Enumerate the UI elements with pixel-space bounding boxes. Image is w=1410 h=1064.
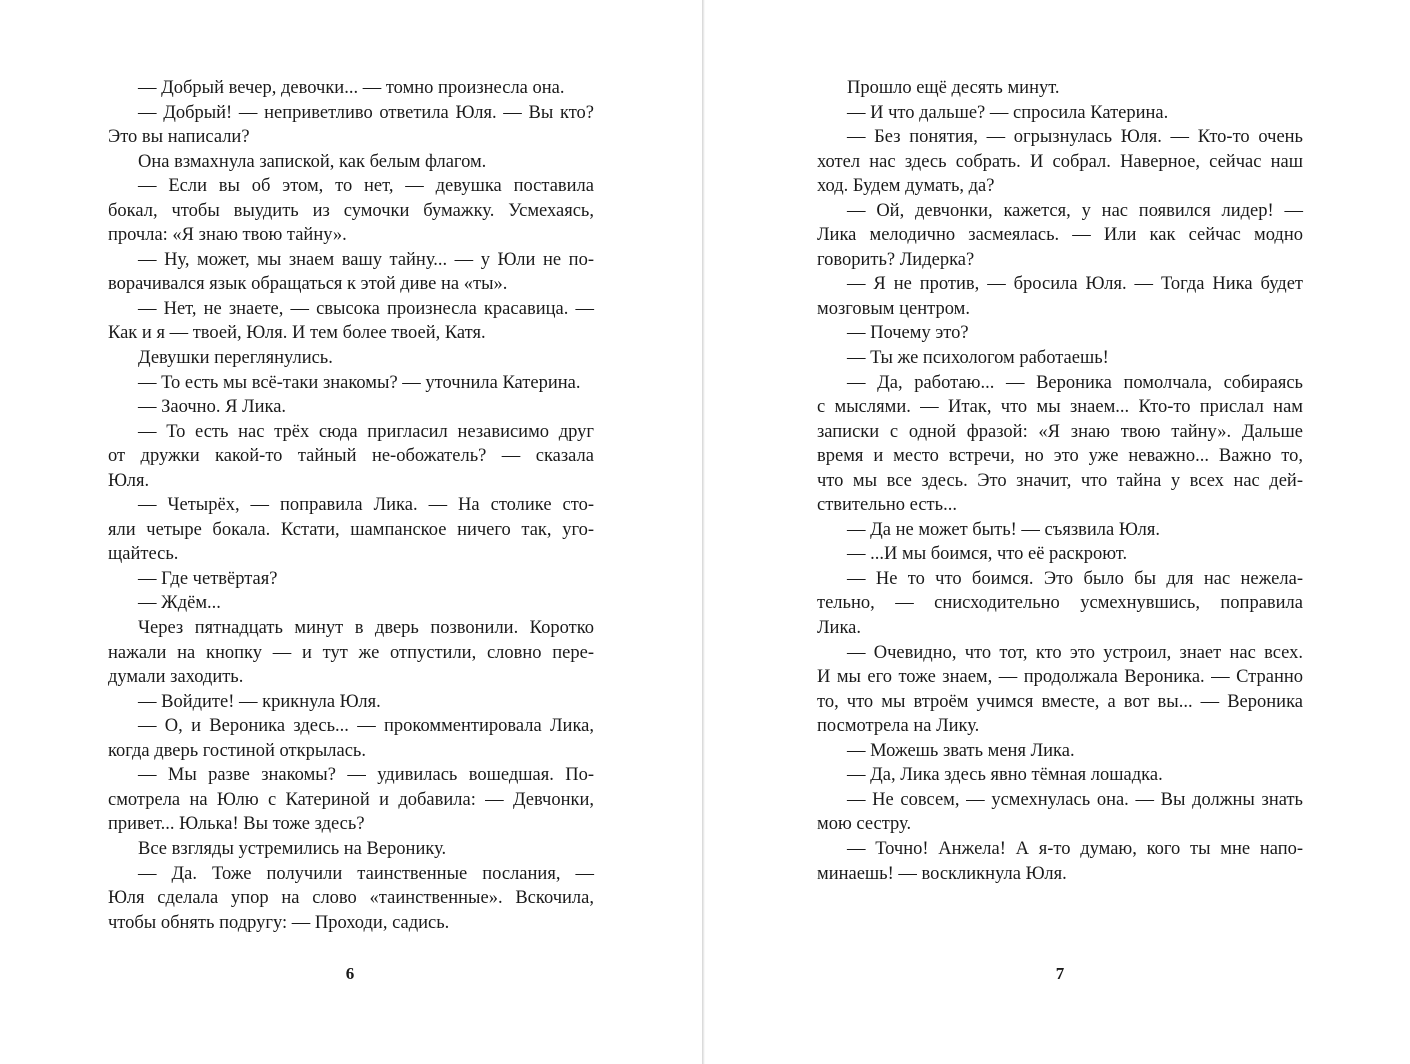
text-line: — Ты же психологом работаешь!: [847, 348, 1109, 369]
text-line: — Не то что боимся. Это было бы для нас нежела-: [847, 568, 1303, 589]
text-line: — Да, работаю... — Вероника помолчала, собираясь: [847, 372, 1303, 393]
text-line: Лика мелодично засмеялась. — Или как сейчас модно: [817, 225, 1303, 246]
text-line: — О, и Вероника здесь... — прокомментировала Лика,: [138, 716, 594, 737]
text-line: что мы все здесь. Это значит, что тайна у всех нас дей-: [817, 470, 1303, 491]
text-line: — Не совсем, — усмехнулась она. — Вы должны знать: [847, 789, 1303, 810]
text-line: — Войдите! — крикнула Юля.: [138, 691, 381, 712]
text-line: И мы его тоже знаем, — продолжала Вероника. — Странно: [817, 667, 1303, 688]
right-page-number: 7: [1055, 964, 1065, 983]
text-line: — Мы разве знакомы? — удивилась вошедшая. По-: [138, 765, 594, 786]
text-line: — Почему это?: [847, 323, 969, 344]
text-line: — И что дальше? — спросила Катерина.: [847, 102, 1169, 123]
text-line: чтобы обнять подругу: — Проходи, садись.: [108, 912, 450, 933]
left-page-number: 6: [345, 964, 355, 983]
text-line: Прошло ещё десять минут.: [847, 78, 1060, 98]
text-line: говорить? Лидерка?: [817, 249, 975, 270]
text-line: с мыслями. — Итак, что мы знаем... Кто-то прислал нам: [817, 397, 1303, 418]
text-line: Через пятнадцать минут в дверь позвонили. Коротко: [138, 618, 594, 639]
text-line: щайтесь.: [108, 544, 179, 565]
text-line: — То есть мы всё-таки знакомы? — уточнила Катерина.: [138, 372, 581, 393]
text-line: привет... Юлька! Вы тоже здесь?: [108, 814, 365, 835]
text-line: — Четырёх, — поправила Лика. — На столике сто-: [138, 495, 594, 516]
text-line: — Где четвёртая?: [138, 568, 278, 589]
text-line: думали заходить.: [108, 667, 244, 688]
text-line: Все взгляды устремились на Веронику.: [138, 838, 447, 859]
text-line: Юля сделала упор на слово «таинственные». Вскочила,: [108, 888, 594, 909]
text-line: — Я не против, — бросила Юля. — Тогда Ника будет: [847, 274, 1303, 295]
text-line: прочла: «Я знаю твою тайну».: [108, 225, 347, 246]
text-line: — Да. Тоже получили таинственные послания, —: [138, 863, 594, 884]
text-line: минаешь! — воскликнула Юля.: [817, 863, 1067, 884]
text-line: — Добрый вечер, девочки... — томно произнесла она.: [138, 78, 565, 98]
text-line: мою сестру.: [817, 814, 912, 835]
text-line: — Ой, девчонки, кажется, у нас появился лидер! —: [847, 200, 1303, 221]
text-line: яли четыре бокала. Кстати, шампанское ничего так, уго-: [108, 519, 594, 540]
text-line: ворачивался язык обращаться к этой диве на «ты».: [108, 274, 508, 295]
text-line: — Ждём...: [138, 593, 221, 614]
text-line: смотрела на Юлю с Катериной и добавила: — Девчонки,: [108, 789, 594, 810]
text-line: посмотрела на Лику.: [817, 716, 980, 737]
text-line: — Можешь звать меня Лика.: [847, 740, 1075, 761]
text-line: — ...И мы боимся, что её раскроют.: [847, 544, 1128, 565]
text-line: нажали на кнопку — и тут же отпустили, словно пере-: [108, 642, 594, 663]
text-line: — Очевидно, что тот, кто это устроил, знает нас всех.: [847, 642, 1303, 663]
text-line: ствительно есть...: [817, 495, 957, 516]
text-line: — Да не может быть! — съязвила Юля.: [847, 519, 1160, 540]
text-line: — То есть нас трёх сюда пригласил независимо друг: [138, 421, 594, 442]
text-line: тельно, — снисходительно усмехнувшись, поправила: [817, 593, 1303, 614]
text-line: мозговым центром.: [817, 298, 970, 319]
text-line: — Если вы об этом, то нет, — девушка поставила: [138, 176, 594, 197]
text-line: хотел нас здесь собрать. И собрал. Наверное, сейчас наш: [817, 151, 1303, 172]
text-line: Это вы написали?: [108, 127, 250, 148]
text-line: — Нет, не знаете, — свысока произнесла красавица. —: [138, 298, 594, 319]
text-line: Юля.: [108, 470, 150, 491]
text-line: — Заочно. Я Лика.: [138, 397, 287, 418]
text-line: — Точно! Анжела! А я-то думаю, кого ты мне напо-: [847, 838, 1303, 859]
text-line: — Да, Лика здесь явно тёмная лошадка.: [847, 765, 1163, 786]
left-page-text: [108, 76, 594, 935]
text-line: Лика.: [817, 618, 861, 639]
text-line: записки с одной фразой: «Я знаю твою тайну». Дальше: [817, 421, 1303, 442]
right-page-text: [817, 76, 1303, 886]
text-line: Как и я — твоей, Юля. И тем более твоей, Катя.: [108, 323, 486, 344]
text-line: Она взмахнула запиской, как белым флагом.: [138, 151, 487, 172]
text-line: — Без понятия, — огрызнулась Юля. — Кто-то очень: [847, 127, 1303, 148]
text-line: бокал, чтобы выудить из сумочки бумажку. Усмехаясь,: [108, 200, 594, 221]
text-line: когда дверь гостиной открылась.: [108, 740, 366, 761]
text-line: — Ну, может, мы знаем вашу тайну... — у Юли не по-: [138, 249, 594, 270]
text-line: время и место встречи, но это уже неважно... Важно то,: [817, 446, 1303, 467]
text-line: ход. Будем думать, да?: [817, 176, 995, 197]
book-gutter: [702, 0, 705, 1064]
text-line: — Добрый! — неприветливо ответила Юля. — Вы кто?: [138, 102, 594, 123]
text-line: Девушки переглянулись.: [138, 348, 333, 369]
text-line: то, что мы втроём учимся вместе, а вот вы... — Вероника: [817, 691, 1303, 712]
text-line: от дружки какой-то тайный не-обожатель? — сказала: [108, 446, 594, 467]
